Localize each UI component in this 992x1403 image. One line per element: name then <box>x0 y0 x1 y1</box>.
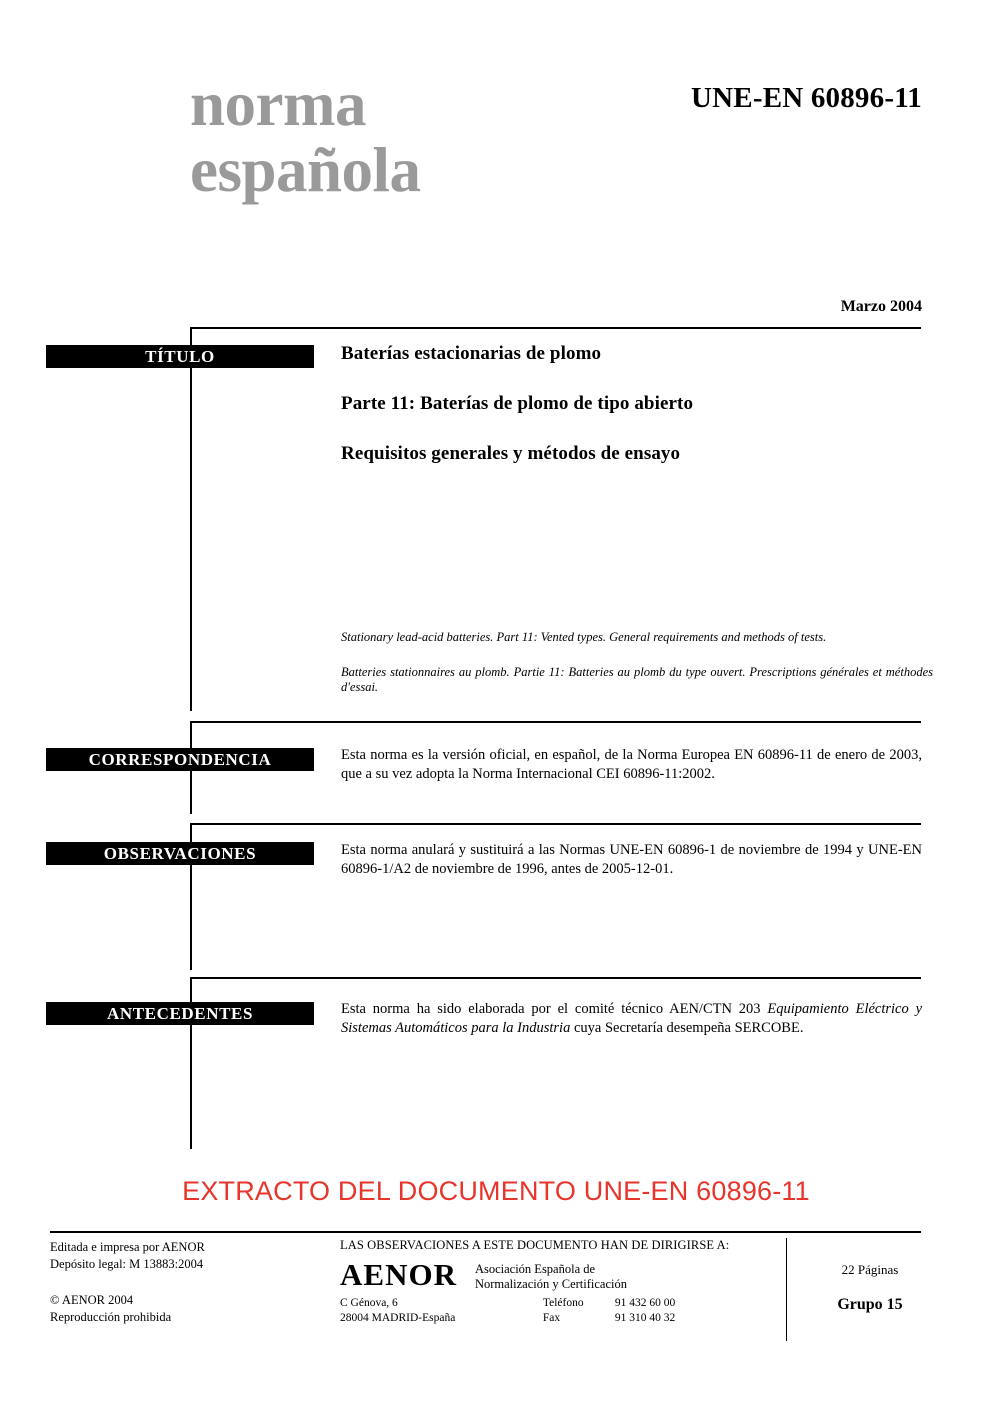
rule-vertical-title <box>190 327 192 711</box>
masthead-line-2: española <box>190 135 421 205</box>
footer-address <box>340 1296 540 1326</box>
footer-group: Grupo 15 <box>837 1296 903 1313</box>
tag-correspondencia: CORRESPONDENCIA <box>46 748 314 771</box>
antecedentes-text <box>341 1000 922 1038</box>
footer-meta <box>790 1262 950 1314</box>
footer-contact <box>340 1296 770 1326</box>
footer-fax-row <box>543 1311 705 1326</box>
footer-phone-row <box>543 1296 705 1311</box>
antecedentes-pre: Esta norma ha sido elaborada por el comité técnico AEN/CTN 203 <box>341 1001 768 1017</box>
title-line-2: Parte 11: Baterías de plomo de tipo abierto <box>341 393 694 414</box>
alternate-titles <box>341 630 933 715</box>
footer-address-line-1: C Génova, 6 <box>340 1297 398 1309</box>
title-line-3: Requisitos generales y métodos de ensayo <box>341 443 681 464</box>
footer-editor-line-2: Depósito legal: M 13883:2004 <box>50 1257 204 1271</box>
footer-phone-value: 91 432 60 00 <box>614 1297 676 1309</box>
rule-antecedentes-top <box>190 977 921 979</box>
publication-date: Marzo 2004 <box>840 298 922 315</box>
rule-top <box>190 327 921 329</box>
footer-fax-value: 91 310 40 32 <box>614 1312 676 1324</box>
title-french: Batteries stationnaires au plomb. Partie 11: Batteries au plomb du type ouvert. Prescriptions générales et méthodes d'essai. <box>341 665 933 694</box>
footer-observations-note: LAS OBSERVACIONES A ESTE DOCUMENTO HAN DE DIRIGIRSE A: <box>340 1238 730 1252</box>
rule-correspondencia-top <box>190 721 921 723</box>
document-code: UNE-EN 60896-11 <box>691 82 922 114</box>
title-block <box>341 343 921 493</box>
antecedentes-committee-name: Equipamiento Eléctrico y Sistemas Automáticos para la Industria <box>341 1001 923 1036</box>
footer-phone-block <box>543 1296 705 1326</box>
title-english: Stationary lead-acid batteries. Part 11: Vented types. General requirements and methods of tests. <box>341 630 827 644</box>
title-line-1: Baterías estacionarias de plomo <box>341 343 602 364</box>
masthead <box>190 69 660 205</box>
footer-phone-label: Teléfono <box>542 1297 584 1309</box>
footer-copyright-line-1: © AENOR 2004 <box>50 1293 134 1307</box>
antecedentes-post: cuya Secretaría desempeña SERCOBE. <box>570 1020 804 1036</box>
footer-fax-label: Fax <box>542 1312 561 1324</box>
footer-aenor-block <box>340 1238 770 1297</box>
tag-titulo: TÍTULO <box>46 345 314 368</box>
tag-observaciones: OBSERVACIONES <box>46 842 314 865</box>
aenor-subtitle <box>475 1262 627 1292</box>
correspondencia-text: Esta norma es la versión oficial, en español, de la Norma Europea EN 60896-11 de enero de 2003, que a su vez adopta la Norma Internacional CEI 60896-11:2002. <box>341 747 922 782</box>
footer-editor-line-1: Editada e impresa por AENOR <box>50 1240 205 1254</box>
rule-footer-right-divider <box>786 1238 787 1341</box>
extract-banner: EXTRACTO DEL DOCUMENTO UNE-EN 60896-11 <box>182 1176 810 1206</box>
footer-copyright-line-2: Reproducción prohibida <box>50 1310 172 1324</box>
rule-observaciones-top <box>190 823 921 825</box>
footer-page-count: 22 Páginas <box>841 1262 899 1277</box>
masthead-line-1: norma <box>190 69 366 139</box>
aenor-logo: AENOR <box>340 1257 457 1292</box>
aenor-subtitle-line-1: Asociación Española de <box>474 1262 596 1276</box>
tag-antecedentes: ANTECEDENTES <box>46 1002 314 1025</box>
rule-footer-top <box>50 1231 921 1233</box>
observaciones-text: Esta norma anulará y sustituirá a las Normas UNE-EN 60896-1 de noviembre de 1994 y UNE-EN 60896-1/A2 de noviembre de 1996, antes de 2005-12-01. <box>341 842 922 877</box>
aenor-subtitle-line-2: Normalización y Certificación <box>474 1277 627 1291</box>
footer-address-line-2: 28004 MADRID-España <box>340 1312 456 1324</box>
footer-publisher <box>50 1239 205 1326</box>
